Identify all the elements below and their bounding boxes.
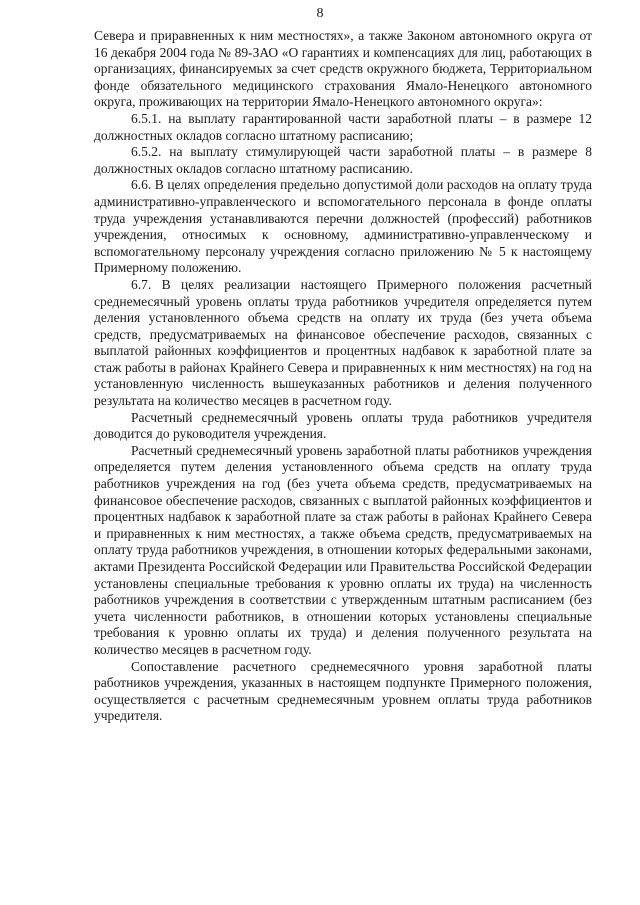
paragraph-6-5-2: 6.5.2. на выплату стимулирующей части заработной платы – в размере 8 должностных окладов согласно штатному расписанию. <box>94 144 592 176</box>
paragraph-institution-level: Расчетный среднемесячный уровень заработной платы работников учреждения определяется путем деления установленного объема средств на оплату труда работников учреждения на год (без учета объема средств, предусматриваемых на финансовое обеспечение расходов, связанных с выплатой районных коэффициентов и процентных надбавок к заработной плате за стаж работы в районах Крайнего Севера и приравненных к ним местностях, а также объема средств, предусматриваемых на оплату труда работников учреждения, в отношении которых федеральными законами, актами Президента Российской Федерации или Правительства Российской Федерации установлены специальные требования к уровню оплаты их труда) на численность работников учреждения в соответствии с утвержденным штатным расписанием (без учета численности работников, в отношении которых установлены специальные требования к уровню оплаты их труда) и деления полученного результата на количество месяцев в расчетном году. <box>94 442 592 657</box>
paragraph-6-5-1: 6.5.1. на выплату гарантированной части заработной платы – в размере 12 должностных окладов согласно штатному расписанию; <box>94 110 592 143</box>
paragraph-6-6: 6.6. В целях определения предельно допустимой доли расходов на оплату труда административно-управленческого и вспомогательного персонала в фонде оплаты труда учреждения устанавливаются перечни должностей (профессий) работников учреждения, относимых к основному, административно-управленческому и вспомогательному персоналу учреждения согласно приложению № 5 к настоящему Примерному положению. <box>94 177 592 276</box>
page-number: 8 <box>316 6 324 21</box>
paragraph-continuation: Севера и приравненных к ним местностях», а также Законом автономного округа от 16 декабря 2004 года № 89-ЗАО «О гарантиях и компенсациях для лиц, работающих в организациях, финансируемых за счет средств окружного бюджета, Территориальном фонде обязательного медицинского страхования Ямало-Ненецкого автономного округа, проживающих на территории Ямало-Ненецкого автономного округа»: <box>94 28 592 110</box>
paragraph-comparison: Сопоставление расчетного среднемесячного уровня заработной платы работников учреждения, указанных в настоящем подпункте Примерного положения, осуществляется с расчетным среднемесячным уровнем оплаты труда работников учредителя. <box>94 658 592 724</box>
paragraph-founder-level: Расчетный среднемесячный уровень оплаты труда работников учредителя доводится до руководителя учреждения. <box>94 409 592 442</box>
document-body <box>94 28 592 725</box>
paragraph-6-7: 6.7. В целях реализации настоящего Примерного положения расчетный среднемесячный уровень оплаты труда работников учредителя определяется путем деления установленного объема средств на оплату их труда (без учета объема средств, предусматриваемых на финансовое обеспечение расходов, связанных с выплатой районных коэффициентов и процентных надбавок к заработной плате за стаж работы в районах Крайнего Севера и приравненных к ним местностях) на год на установленную численность вышеуказанных работников и деления полученного результата на количество месяцев в расчетном году. <box>94 276 592 409</box>
